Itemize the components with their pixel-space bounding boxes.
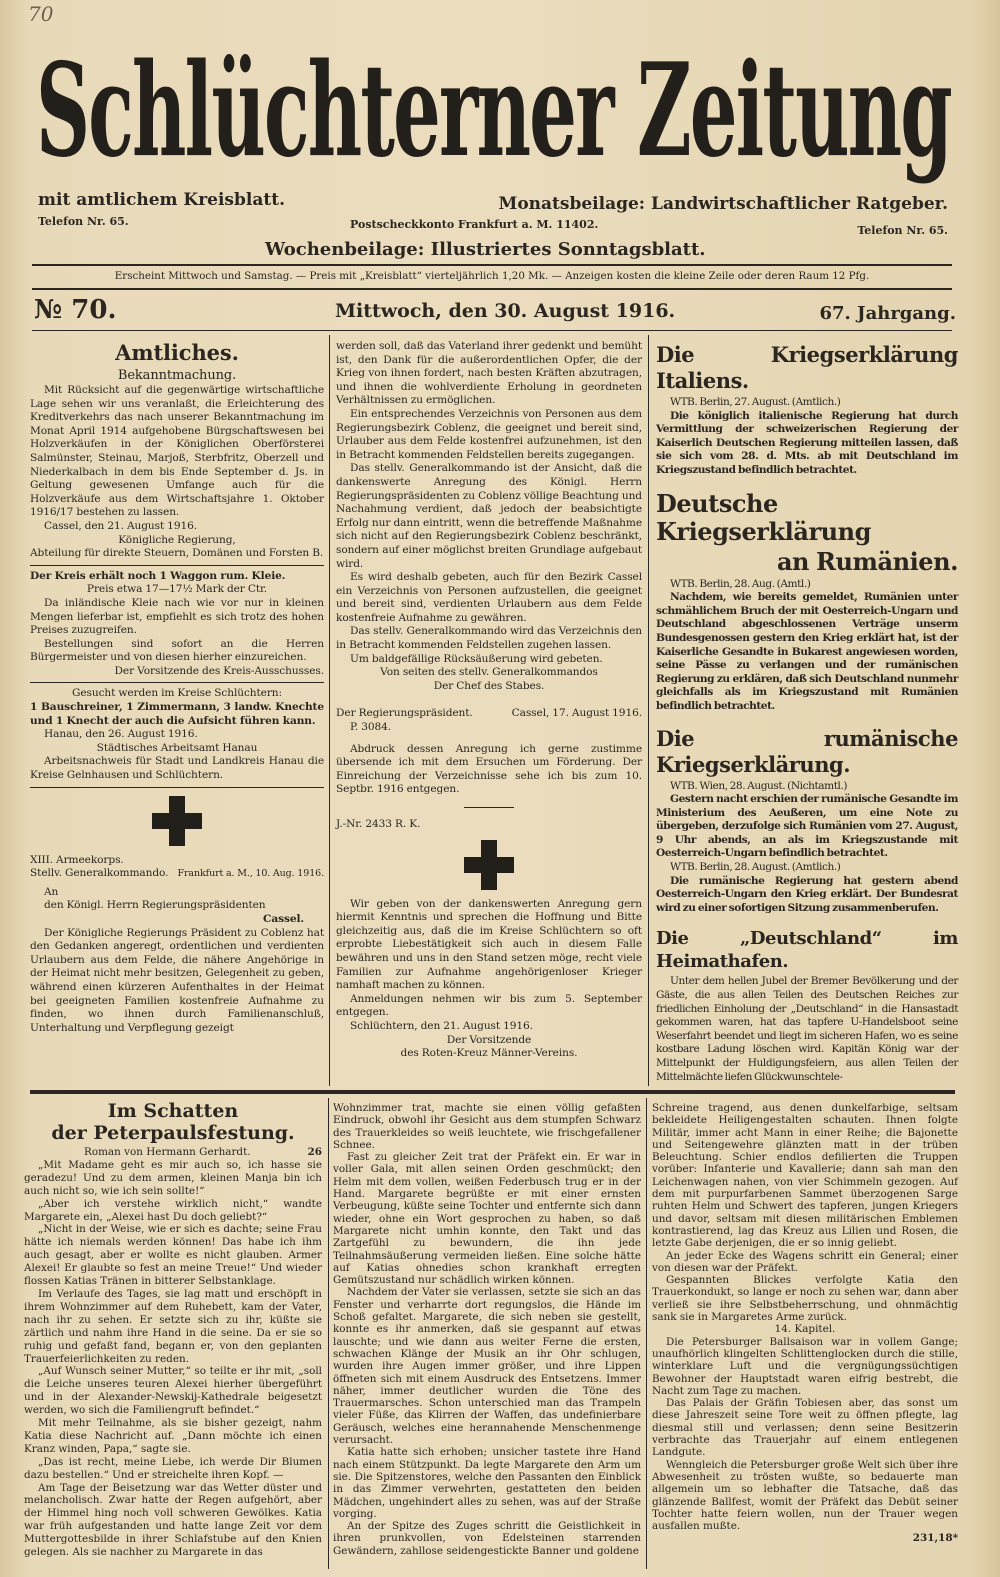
- ad-signature: Arbeitsnachweis für Stadt und Landkreis Hanau die Kreise Gelnhausen und Schlüchtern.: [30, 755, 324, 782]
- serial-paragraph: „Mit Madame geht es mir auch so, ich hasse sie geradezu! Und zu dem armen, kleinen Manja bin ich auch nicht so, wie ich sein sollte!“: [24, 1158, 322, 1197]
- corps-sub: Stellv. Generalkommando.: [30, 867, 169, 880]
- ad-signature: Städtisches Arbeitsamt Hanau: [96, 741, 258, 754]
- column-rule: [328, 1098, 329, 1569]
- ad-headline: Gesucht werden im Kreise Schlüchtern:: [72, 687, 282, 700]
- divider: [32, 288, 952, 290]
- issue-date: Mittwoch, den 30. August 1916.: [335, 300, 676, 322]
- column-red-cross: [336, 340, 642, 1061]
- serial-paragraph: An der Spitze des Zuges schritt die Geistlichkeit in ihren prunkvollen, von Edelsteinen starrenden Gewändern, zahllose seidengestickte Banner und goldene: [333, 1520, 641, 1557]
- masthead-title: Schlüchterner Zeitung: [36, 36, 951, 186]
- serial-column-3: [652, 1102, 958, 1545]
- article-body: Nachdem, wie bereits gemeldet, Rumänien unter schmählichem Bruch der mit Oesterreich-Ungarn und Deutschland abgeschlossenen Verträge unserm Bundesgenossen gestern den Krieg erklärt hat, ist der Kaiserliche Gesandte in Bukarest angewiesen worden, seine Pässe zu verlangen und der rumänischen Regierung zu erklären, daß sich Deutschland nunmehr gleichfalls als im Kriegszustand mit Rumänien befindlich betrachtet.: [656, 591, 958, 712]
- letter-signature: Von seiten des stellv. Generalkommandos: [380, 666, 598, 679]
- rp-number: P. 3084.: [350, 721, 392, 734]
- red-cross-icon: [152, 796, 202, 846]
- dateline: WTB. Wien, 28. August. (Nichtamtl.): [670, 779, 848, 792]
- terms-line: Erscheint Mittwoch und Samstag. — Preis mit „Kreisblatt“ vierteljährlich 1,20 Mk. — Anzeigen kosten die kleine Zeile oder deren Raum 12 Pfg.: [114, 270, 870, 282]
- address-line: Cassel.: [263, 913, 304, 925]
- notice-signature: Königliche Regierung,: [118, 533, 236, 546]
- serial-paragraph: Nachdem der Vater sie verlassen, setzte sie sich an das Fenster und verharrte dort regungslos, die Hände im Schoß gefaltet. Margarete, die sich neben sie gestellt, konnte es ihr anmerken, daß sie gespannt auf etwas lauschte; und wie dann aus weiter Ferne die ersten, schwachen Klänge der Musik an ihr Ohr schlugen, wurden ihre Augen immer größer, und ihre Lippen öffneten sich mit einem Ausdruck des Entsetzens. Immer näher, immer deutlicher wurden die Töne des Trauermarsches. Schon unterschied man das Trampeln vieler Füße, das Klirren der Waffen, das undefinierbare Geräusch, welches eine herannahende Menschenmenge verursacht.: [333, 1286, 641, 1447]
- serial-paragraph: „Aber ich verstehe wirklich nicht,“ wandte Margarete ein, „Alexei hast Du doch geliebt?“: [24, 1197, 322, 1223]
- phone-right: Telefon Nr. 65.: [857, 224, 948, 237]
- serial-byline: Roman von Hermann Gerhardt.: [84, 1146, 251, 1158]
- letter-body: Um baldgefällige Rücksäußerung wird gebeten.: [350, 652, 603, 665]
- article-body: Unter dem hellen Jubel der Bremer Bevölkerung und der Gäste, die aus allen Teilen des Deutschen Reiches zur friedlichen Einholung der „Deutschland“ in die Hansastadt gekommen waren, hat das tapfere U-Handelsboot seine Weserfahrt beendet und liegt im sicheren Hafen, wo es seine kostbare Ladung löschen wird. Kapitän König war der Mittelpunkt der Huldigungsfeiern, aus allen Teilen der Mittelmächte liefen Glückwunschtele-: [656, 975, 958, 1083]
- rp-title: Der Regierungspräsident.: [336, 707, 473, 720]
- article-body: Die rumänische Regierung hat gestern abend Oesterreich-Ungarn den Krieg erklärt. Der Bundesrat wird zu einer sofortigen Sitzung zusammenberufen.: [656, 874, 958, 914]
- appeal-body: Anmeldungen nehmen wir bis zum 5. September entgegen.: [336, 992, 642, 1019]
- serial-paragraph: Das Palais der Gräfin Tobiesen aber, das sonst um diese Jahreszeit seine Tore weit zu öffnen pflegte, lag diesmal still und verlassen; denn seine Besitzerin verbrachte das Trauerjahr auf einem entlegenen Landgute.: [652, 1397, 958, 1459]
- serial-paragraph: Im Verlaufe des Tages, sie lag matt und erschöpft in ihrem Wohnzimmer auf dem Ruhebett, kam der Vater, nach ihr zu sehen. Er setzte sich zu ihr, küßte sie zärtlich und nahm ihre Hand in die seine. Da er sie so ruhig und gefaßt fand, begann er, von den geplanten Trauerfeierlichkeiten zu reden.: [24, 1287, 322, 1365]
- ad-body: Bestellungen sind sofort an die Herren Bürgermeister und von diesen hierher einzureichen.: [30, 637, 324, 664]
- journal-number: J.-Nr. 2433 R. K.: [336, 818, 421, 830]
- serial-paragraph: Wenngleich die Petersburger große Welt sich über ihre Abwesenheit zu trösten wußte, so bedauerte man allgemein um so lebhafter die Tatsache, daß das glänzende Ballfest, womit der Präfekt das Debüt seiner Tochter hatte feiern wollen, nun der Trauer wegen ausfallen mußte.: [652, 1458, 958, 1533]
- chapter-heading: 14. Kapitel.: [774, 1323, 836, 1336]
- headline-romania-declaration-2: an Rumänien.: [776, 546, 958, 576]
- serial-paragraph: Schreine tragend, aus denen dunkelfarbige, seltsam bekleidete Heiligengestalten schauten. Ihnen folgte Militär, immer acht Mann in einer Reihe; die Bajonette und Seitengewehre glänzten matt in der trüben Beleuchtung. Schier endlos defilierten die Truppen vorüber: Infanterie und Kavallerie; dann sah man den Leichenwagen nahen, von vier Schimmeln gezogen. Auf dem mit purpurfarbenen Sammet überzogenen Sarge ruhten Helm und Schwert des tapferen, jungen Kriegers und davor, seltsam mit diesen militärischen Emblemen kontrastierend, lag das Kreuz aus Lilien und Rosen, die letzte Gabe derjenigen, die er so innig geliebt.: [652, 1102, 958, 1250]
- letter-body: Es wird deshalb gebeten, auch für den Bezirk Cassel ein Verzeichnis von Personen aufzustellen, die geeignet und bereit sind, verdienten Urlaubern aus dem Felde kostenfreie Aufnahme zu gewähren.: [336, 571, 642, 624]
- volume: 67. Jahrgang.: [819, 303, 956, 324]
- serial-paragraph: An jeder Ecke des Wagens schritt ein General; einer von diesen war der Präfekt.: [652, 1249, 958, 1274]
- serial-title-2: der Peterpaulsfestung.: [51, 1122, 295, 1144]
- serial-paragraph: Die Petersburger Ballsaison war in vollem Gange; unaufhörlich klingelten Schlittenglocken durch die stille, winterklare Luft und die vergnügungssüchtigen Bewohner der Hauptstadt waren eifrig bestrebt, die Nacht zum Tage zu machen.: [652, 1335, 958, 1397]
- section-divider: [30, 1090, 955, 1094]
- letter-signature: Der Chef des Stabes.: [433, 679, 545, 692]
- serial-paragraph: „Das ist recht, meine Liebe, ich werde Dir Blumen dazu bestellen.“ Und er streichelte ihren Kopf. —: [24, 1455, 322, 1481]
- appeal-body: Wir geben von der dankenswerten Anregung gern hiermit Kenntnis und sprechen die Hoffnung und Bitte gleichzeitig aus, daß die im Kreise Schlüchtern so oft erprobte Liebestätigkeit sich auch in diesem Falle bewähren und uns in den Stand setzen möge, recht viele Familien zur Aufnahme angehörigenloser Krieger namhaft machen zu können.: [336, 897, 642, 992]
- red-cross-icon: [464, 840, 514, 890]
- notice-signature: Abteilung für direkte Steuern, Domänen und Forsten B.: [30, 547, 324, 560]
- serial-paragraph: Am Tage der Beisetzung war das Wetter düster und melancholisch. Zwar hatte der Regen aufgehört, aber der Himmel hing noch voll schweren Gewölkes. Katia war früh aufgestanden und hatte lange Zeit vor dem Muttergottesbilde in ihrer Schlafstube auf den Knien gelegen. Als sie nachher zu Margarete in das: [24, 1481, 322, 1559]
- letter-body: Das stellv. Generalkommando wird das Verzeichnis den in Betracht kommenden Feldstellen zugehen lassen.: [336, 625, 642, 652]
- column-rule: [646, 1098, 647, 1569]
- serial-paragraph: Mit mehr Teilnahme, als sie bisher gezeigt, nahm Katia diese Nachricht auf. „Dann möchte ich einen Kranz winden, Papa,“ sagte sie.: [24, 1417, 322, 1455]
- issue-number: № 70.: [34, 295, 117, 325]
- ad-body: 1 Bauschreiner, 1 Zimmermann, 3 landw. Knechte und 1 Knecht der auch die Aufsicht führen kann.: [30, 701, 324, 727]
- ad-signature: Der Vorsitzende des Kreis-Ausschusses.: [114, 664, 324, 677]
- notice-date: Cassel, den 21. August 1916.: [44, 519, 198, 532]
- letter-body: Der Königliche Regierungs Präsident zu Coblenz hat den Gedanken angeregt, ordentlichen und verdienten Urlaubern aus dem Felde, die nähere Angehörige in der Heimat nicht mehr besitzen, Gelegenheit zu geben, während einen kürzeren Aufenthaltes in der Heimat bei geeigneten Familien kostenfreie Aufnahme zu finden, wo ihnen durch Familienanschluß, Unterhaltung und Verpflegung gezeigt: [30, 926, 324, 1034]
- appeal-signature: Der Vorsitzende: [446, 1033, 532, 1046]
- weekly-supplement: Wochenbeilage: Illustriertes Sonntagsblatt.: [265, 239, 706, 260]
- masthead-subtitle-left: mit amtlichem Kreisblatt.: [38, 190, 285, 210]
- ad-date: Hanau, den 26. August 1916.: [44, 728, 198, 741]
- serial-paragraph: „Auf Wunsch seiner Mutter,“ so teilte er ihr mit, „soll die Leiche unseres teuren Alexei hierher übergeführt und in der Alexander-Newskij-Kathedrale beigesetzt werden, wo sich die Familiengruft befindet.“: [24, 1365, 322, 1417]
- divider: [32, 330, 952, 331]
- headline-romanian-declaration: Die rumänische Kriegserklärung.: [656, 725, 958, 777]
- archive-number: 70: [28, 2, 54, 26]
- dateline: WTB. Berlin, 27. August. (Amtlich.): [670, 396, 841, 408]
- column-rule: [329, 335, 330, 1086]
- serial-title: Im Schatten: [107, 1100, 239, 1122]
- phone-left: Telefon Nr. 65.: [38, 215, 129, 228]
- letter-body: Das stellv. Generalkommando ist der Ansicht, daß die dankenswerte Anregung des Königl. Herrn Regierungspräsidenten zu Coblenz völlige Beachtung und Nachahmung verdient, daß jedoch der beabsichtigte Erfolg nur dann eintritt, wenn die betreffende Maßnahme sich nicht auf den Regierungsbezirk Coblenz beschränkt, sondern auf einer möglichst breiten Grundlage aufgebaut wird.: [336, 462, 642, 570]
- serial-part: 26: [307, 1146, 322, 1158]
- appeal-date: Schlüchtern, den 21. August 1916.: [350, 1019, 533, 1032]
- masthead-subtitle-right: Monatsbeilage: Landwirtschaftlicher Ratgeber.: [498, 194, 948, 214]
- column-rule: [648, 335, 649, 1086]
- corps-date: Frankfurt a. M., 10. Aug. 1916.: [177, 868, 324, 880]
- serial-paragraph: „Nicht in der Weise, wie er sich es dachte; seine Frau hätte ich niemals werden können! Das habe ich ihm auch gesagt, aber er wollte es nicht glauben. Armer Alexei! Er glaubte so fest an meine Treue!“ Und wieder flossen Katias Tränen in bitterer Selbstanklage.: [24, 1223, 322, 1288]
- letter-body: Abdruck dessen Anregung ich gerne zustimme übersende ich mit dem Ersuchen um Förderung. Der Einreichung der Verzeichnisse sehe ich bis zum 10. Septbr. 1916 entgegen.: [336, 742, 642, 796]
- dateline: WTB. Berlin, 28. August. (Amtlich.): [670, 861, 841, 874]
- print-code: 231,18*: [912, 1532, 958, 1545]
- headline-deutschland: Die „Deutschland“ im Heimathafen.: [656, 928, 958, 973]
- postscheck: Postscheckkonto Frankfurt a. M. 11402.: [350, 218, 599, 231]
- appeal-signature: des Roten-Kreuz Männer-Vereins.: [400, 1047, 578, 1060]
- column-war-news: [656, 340, 958, 1084]
- column-official-notices: [30, 338, 324, 1035]
- article-body: Gestern nacht erschien der rumänische Gesandte im Ministerium des Aeußeren, um eine Note zu übergeben, derzufolge sich Rumänien vom 27. August, 9 Uhr abends, an als im Kriegszustande mit Oesterreich-Ungarn befindlich betrachtet.: [656, 793, 958, 860]
- serial-paragraph: Wohnzimmer trat, machte sie einen völlig gefaßten Eindruck, obwohl ihr Gesicht aus dem stumpfen Schwarz des Trauerkleides so weiß leuchtete, wie frischgefallener Schnee.: [333, 1102, 641, 1151]
- dateline: WTB. Berlin, 28. Aug. (Amtl.): [670, 577, 811, 590]
- headline-italy: Die Kriegserklärung Italiens.: [656, 342, 958, 393]
- article-body: Die königlich italienische Regierung hat durch Vermittlung der schweizerischen Regierung der Kaiserlich Deutschen Regierung mitteilen lassen, daß sie sich vom 28. d. Mts. ab mit Deutschland im Kriegszustand befindlich betrachtet.: [656, 409, 958, 476]
- notice-body: Mit Rücksicht auf die gegenwärtige wirtschaftliche Lage sehen wir uns veranlaßt, die Erleichterung des Kreditverkehrs das nach unserer Bekanntmachung im Monat April 1914 aufgehobene Bürgschaftswesen bei Holzverkäufen in der Königlichen Oberförsterei Salmünster, Steinau, Marjoß, Sterbfritz, Oberzell und Niederkalbach in dem bis Ende September d. Js. in Geltung gewesenen Umfange auch für die Holzverkäufe aus dem Wirtschaftsjahre 1. Oktober 1916/17 bestehen zu lassen.: [30, 384, 324, 519]
- ad-price: Preis etwa 17—17½ Mark der Ctr.: [86, 583, 268, 596]
- serial-paragraph: Gespannten Blickes verfolgte Katia den Trauerkondukt, so lange er noch zu sehen war, dann aber verließ sie ihre Selbstbeherrschung, und ohnmächtig sank sie in Margaretes Arme zurück.: [652, 1274, 958, 1324]
- section-heading: Amtliches.: [115, 340, 239, 365]
- serial-column-1: [24, 1100, 322, 1559]
- serial-column-2: [333, 1102, 641, 1557]
- headline-romania-declaration: Deutsche Kriegserklärung: [656, 488, 871, 546]
- address-line: den Königl. Herrn Regierungspräsidenten: [44, 899, 266, 912]
- ad-body: Da inländische Kleie nach wie vor nur in kleinen Mengen lieferbar ist, empfiehlt es sich trotz des hohen Preises zuzugreifen.: [30, 596, 324, 637]
- ad-headline: Der Kreis erhält noch 1 Waggon rum. Kleie.: [30, 569, 286, 582]
- rp-date: Cassel, 17. August 1916.: [511, 707, 642, 720]
- notice-title: Bekanntmachung.: [117, 368, 237, 383]
- letter-body: Ein entsprechendes Verzeichnis von Personen aus dem Regierungsbezirk Coblenz, die geeignet und bereit sind, Urlauber aus dem Felde kostenfrei aufzunehmen, ist den in Betracht kommenden Feldstellen bereits zugegangen.: [336, 407, 642, 461]
- serial-paragraph: Fast zu gleicher Zeit trat der Präfekt ein. Er war in voller Gala, mit allen seinen Orden geschmückt; den Helm mit dem vollen, weißen Federbusch trug er in der Hand. Margarete begrüßte er mit einer ernsten Verbeugung, küßte seine Tochter und entfernte sich dann wieder, ohne ein Wort gesprochen zu haben, so daß Margarete nicht umhin konnte, den Takt und das Zartgefühl zu bewundern, die ihn jede Teilnahmsäußerung vermeiden ließen. Eine solche hätte auf Katias ohnedies schon krankhaft erregten Gemütszustand nur schädlich wirken können.: [333, 1151, 641, 1287]
- letter-body: werden soll, daß das Vaterland ihrer gedenkt und bemüht ist, den Dank für die außerordentlichen Opfer, die der Krieg von ihnen fordert, nach besten Kräften abzutragen, und ihnen die wohlverdiente Erholung in geordneten Verhältnissen zu ermöglichen.: [336, 340, 642, 407]
- address-line: An: [44, 885, 59, 898]
- serial-paragraph: Katia hatte sich erhoben; unsicher tastete ihre Hand nach einem Stützpunkt. Da legte Margarete den Arm um sie. Die Spitzenstores, welche den Passanten den Einblick in das Zimmer verwehrten, gestatteten den beiden Mädchen, ungehindert alles zu sehen, was auf der Straße vorging.: [333, 1446, 641, 1520]
- corps-label: XIII. Armeekorps.: [30, 853, 124, 866]
- divider: [32, 264, 952, 266]
